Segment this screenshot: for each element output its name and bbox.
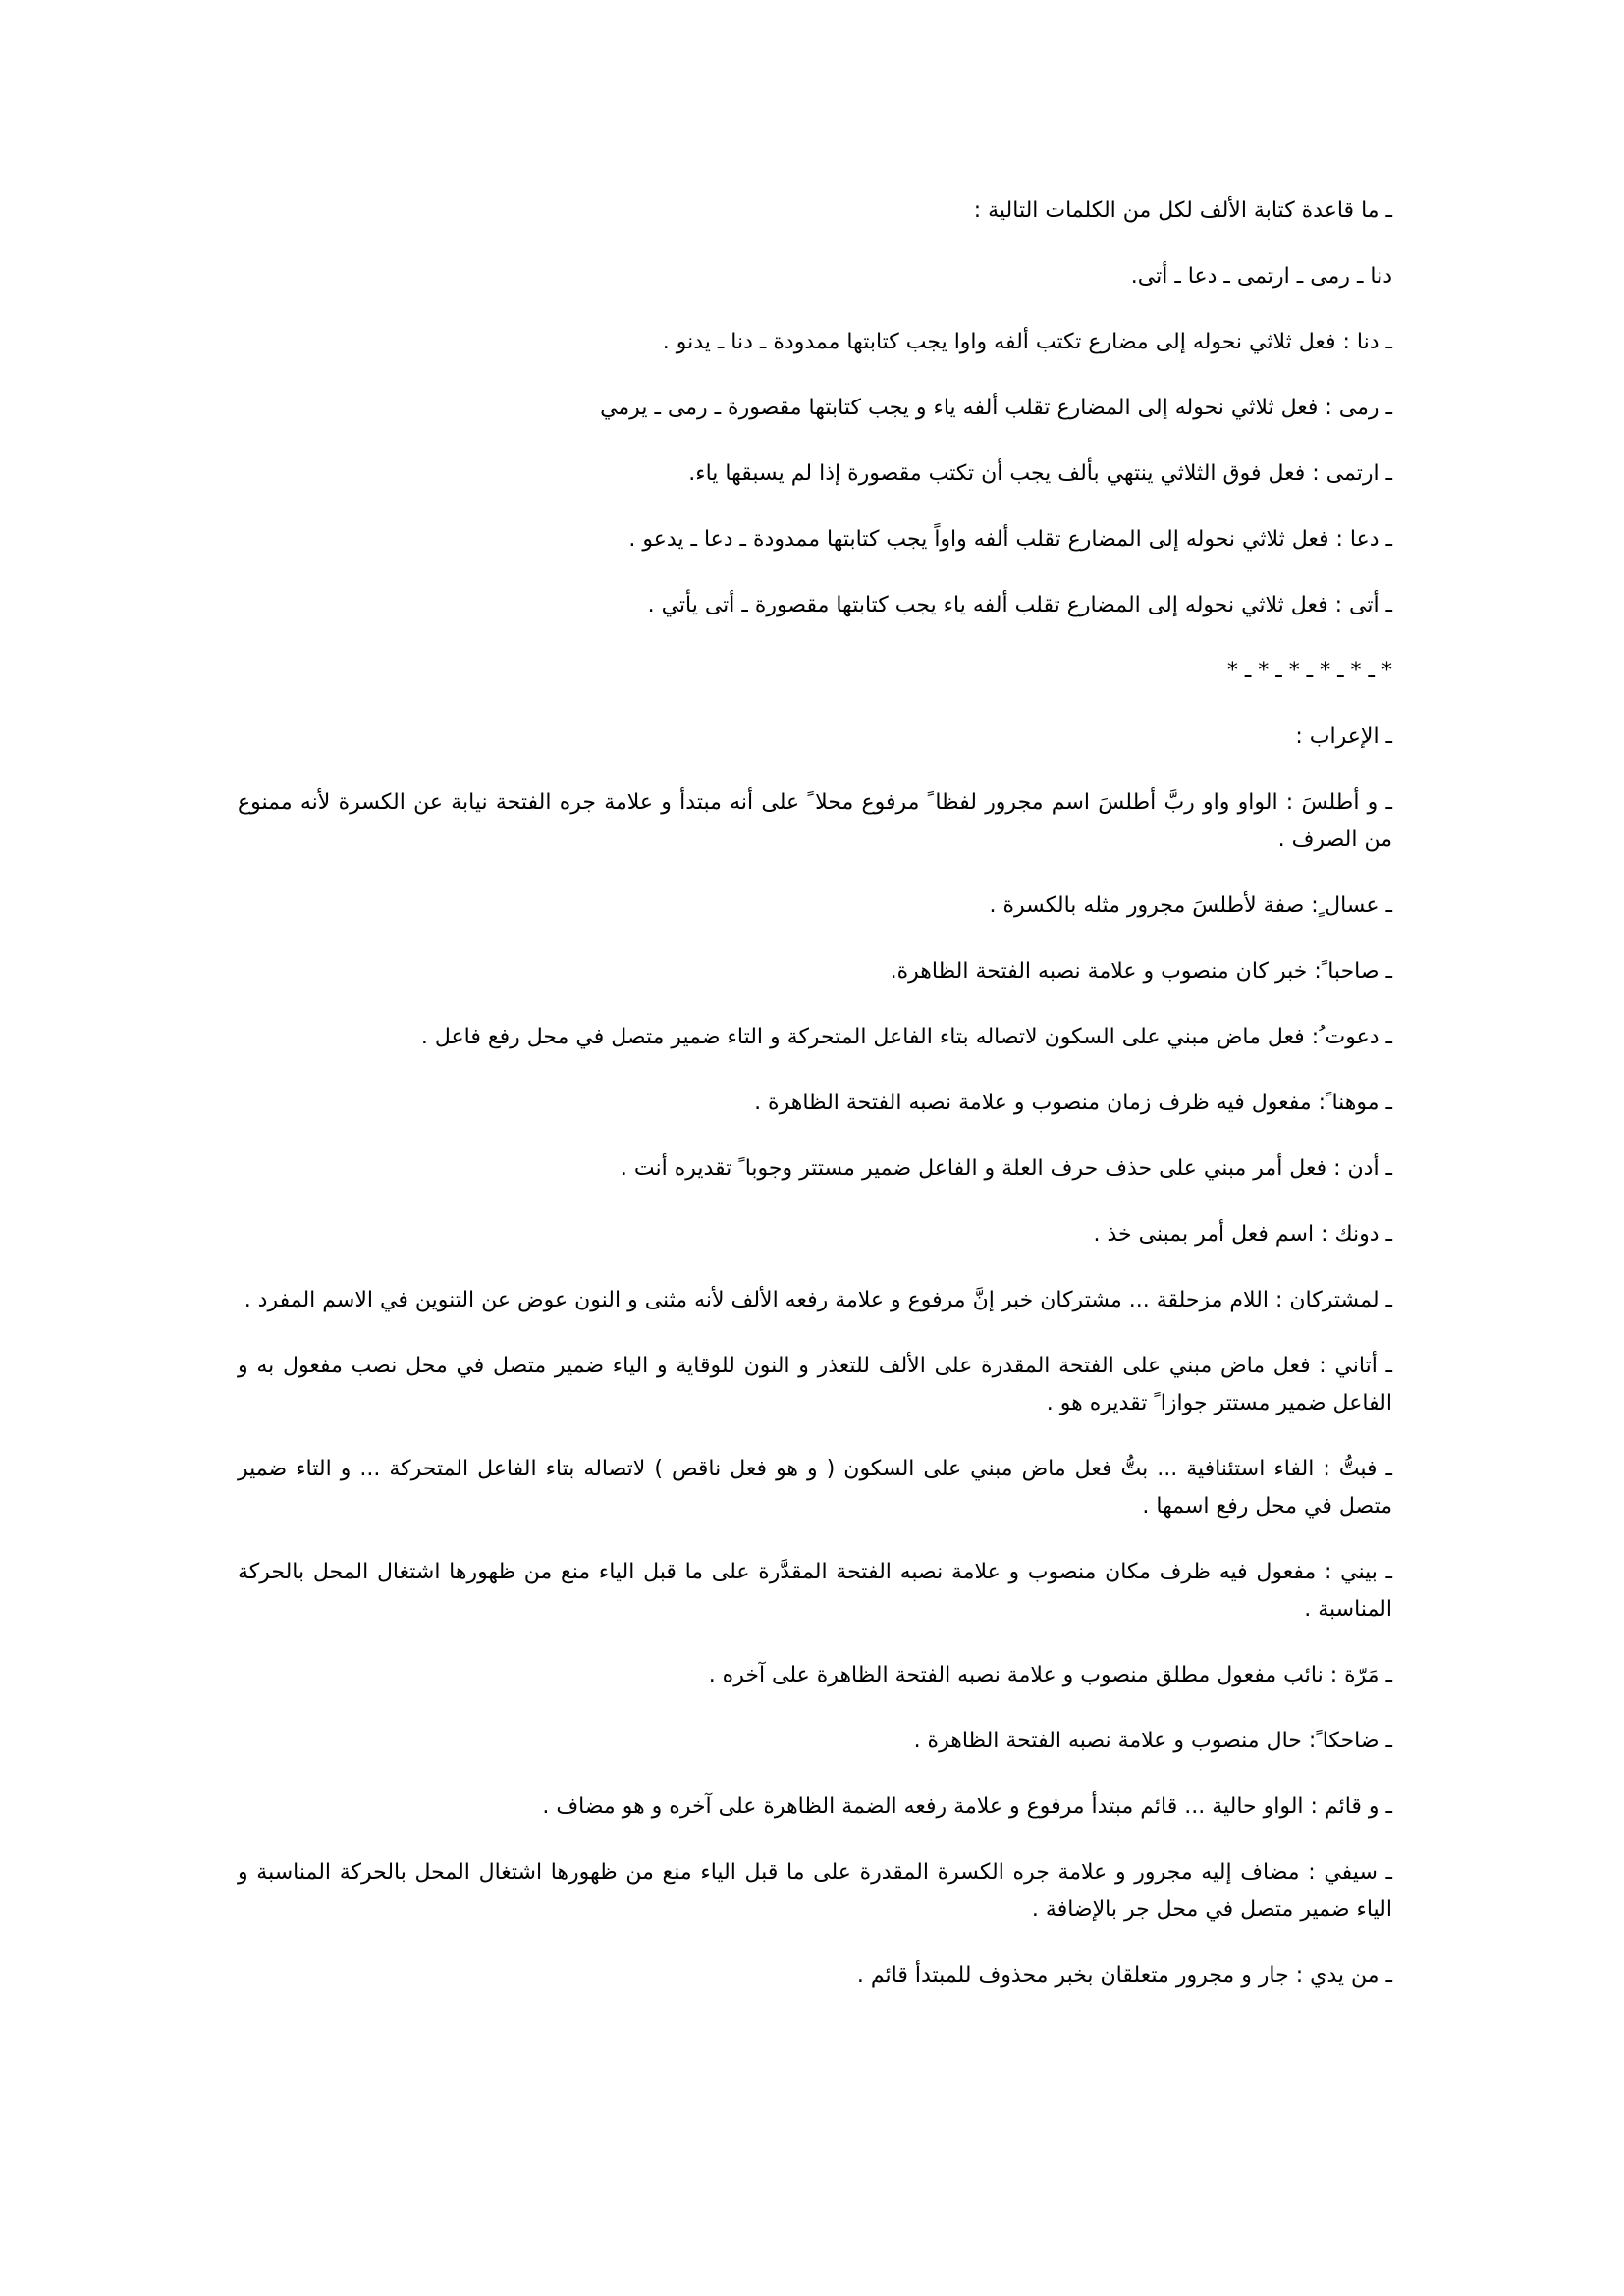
iraab-item: ـ مَرّة : نائب مفعول مطلق منصوب و علامة نصبه الفتحة الظاهرة على آخره . [708, 1663, 1392, 1687]
iraab-item: ـ عسال ٍ: صفة لأطلسَ مجرور مثله بالكسرة . [989, 893, 1392, 918]
answer-daa: ـ دعا : فعل ثلاثي نحوله إلى المضارع تقلب ألفه واواً يجب كتابتها ممدودة ـ دعا ـ يدعو . [628, 527, 1392, 552]
iraab-item: ـ صاحبا ً: خبر كان منصوب و علامة نصبه الفتحة الظاهرة. [890, 959, 1392, 984]
iraab-item: ـ لمشتركان : اللام مزحلقة ... مشتركان خبر إنَّ مرفوع و علامة رفعه الألف لأنه مثنى و النون عوض عن التنوين في الاسم المفرد . [244, 1288, 1392, 1312]
answer-ata: ـ أتى : فعل ثلاثي نحوله إلى المضارع تقلب ألفه ياء يجب كتابتها مقصورة ـ أتى يأتي . [647, 593, 1392, 617]
iraab-item: ـ بيني : مفعول فيه ظرف مكان منصوب و علامة نصبه الفتحة المقدَّرة على ما قبل الياء منع من ظهورها اشتغال المحل بالحركة المناسبة . [238, 1560, 1392, 1622]
iraab-item: ـ أتاني : فعل ماض مبني على الفتحة المقدرة على الألف للتعذر و النون للوقاية و الياء ضمير متصل في محل نصب مفعول به و الفاعل ضمير مستتر جوازا ً تقديره هو . [238, 1354, 1392, 1415]
answer-irtama: ـ ارتمى : فعل فوق الثلاثي ينتهي بألف يجب أن تكتب مقصورة إذا لم يسبقها ياء. [688, 461, 1392, 486]
iraab-item: ـ و قائم : الواو حالية ... قائم مبتدأ مرفوع و علامة رفعه الضمة الظاهرة على آخره و هو مضاف . [542, 1794, 1392, 1819]
iraab-item: ـ دونك : اسم فعل أمر بمبنى خذ . [1093, 1222, 1392, 1247]
iraab-item: ـ أدن : فعل أمر مبني على حذف حرف العلة و الفاعل ضمير مستتر وجوبا ً تقديره أنت . [620, 1156, 1392, 1181]
iraab-item: ـ فبتُّ : الفاء استئنافية ... بتُّ فعل ماض مبني على السكون ( و هو فعل ناقص ) لاتصاله بتاء الفاعل المتحركة ... و التاء ضمير متصل في محل رفع اسمها . [238, 1457, 1392, 1519]
section-heading-iraab: ـ الإعراب : [1295, 724, 1392, 749]
iraab-item: ـ من يدي : جار و مجرور متعلقان بخبر محذوف للمبتدأ قائم . [856, 1963, 1392, 1988]
document-body [238, 192, 1392, 2023]
iraab-item: ـ موهنا ً: مفعول فيه ظرف زمان منصوب و علامة نصبه الفتحة الظاهرة . [754, 1091, 1392, 1115]
answer-dana: ـ دنا : فعل ثلاثي نحوله إلى مضارع تكتب ألفه واوا يجب كتابتها ممدودة ـ دنا ـ يدنو . [662, 330, 1392, 354]
separator-stars: * ـ * ـ * ـ * ـ * ـ * [1226, 659, 1392, 683]
iraab-item: ـ دعوت ُ: فعل ماض مبني على السكون لاتصاله بتاء الفاعل المتحركة و التاء ضمير متصل في محل رفع فاعل . [420, 1025, 1392, 1049]
answer-rama: ـ رمى : فعل ثلاثي نحوله إلى المضارع تقلب ألفه ياء و يجب كتابتها مقصورة ـ رمى ـ يرمي [600, 396, 1392, 420]
word-list: دنا ـ رمى ـ ارتمى ـ دعا ـ أتى. [1130, 264, 1392, 289]
iraab-item: ـ ضاحكا ً: حال منصوب و علامة نصبه الفتحة الظاهرة . [913, 1729, 1392, 1753]
iraab-item: ـ و أطلسَ : الواو واو ربَّ أطلسَ اسم مجرور لفظا ً مرفوع محلا ً على أنه مبتدأ و علامة جره الفتحة نيابة عن الكسرة لأنه ممنوع من الصرف . [238, 790, 1392, 852]
iraab-item: ـ سيفي : مضاف إليه مجرور و علامة جره الكسرة المقدرة على ما قبل الياء منع من ظهورها اشتغال المحل بالحركة المناسبة و الياء ضمير متصل في محل جر بالإضافة . [238, 1860, 1392, 1922]
question-line: ـ ما قاعدة كتابة الألف لكل من الكلمات التالية : [973, 198, 1392, 223]
